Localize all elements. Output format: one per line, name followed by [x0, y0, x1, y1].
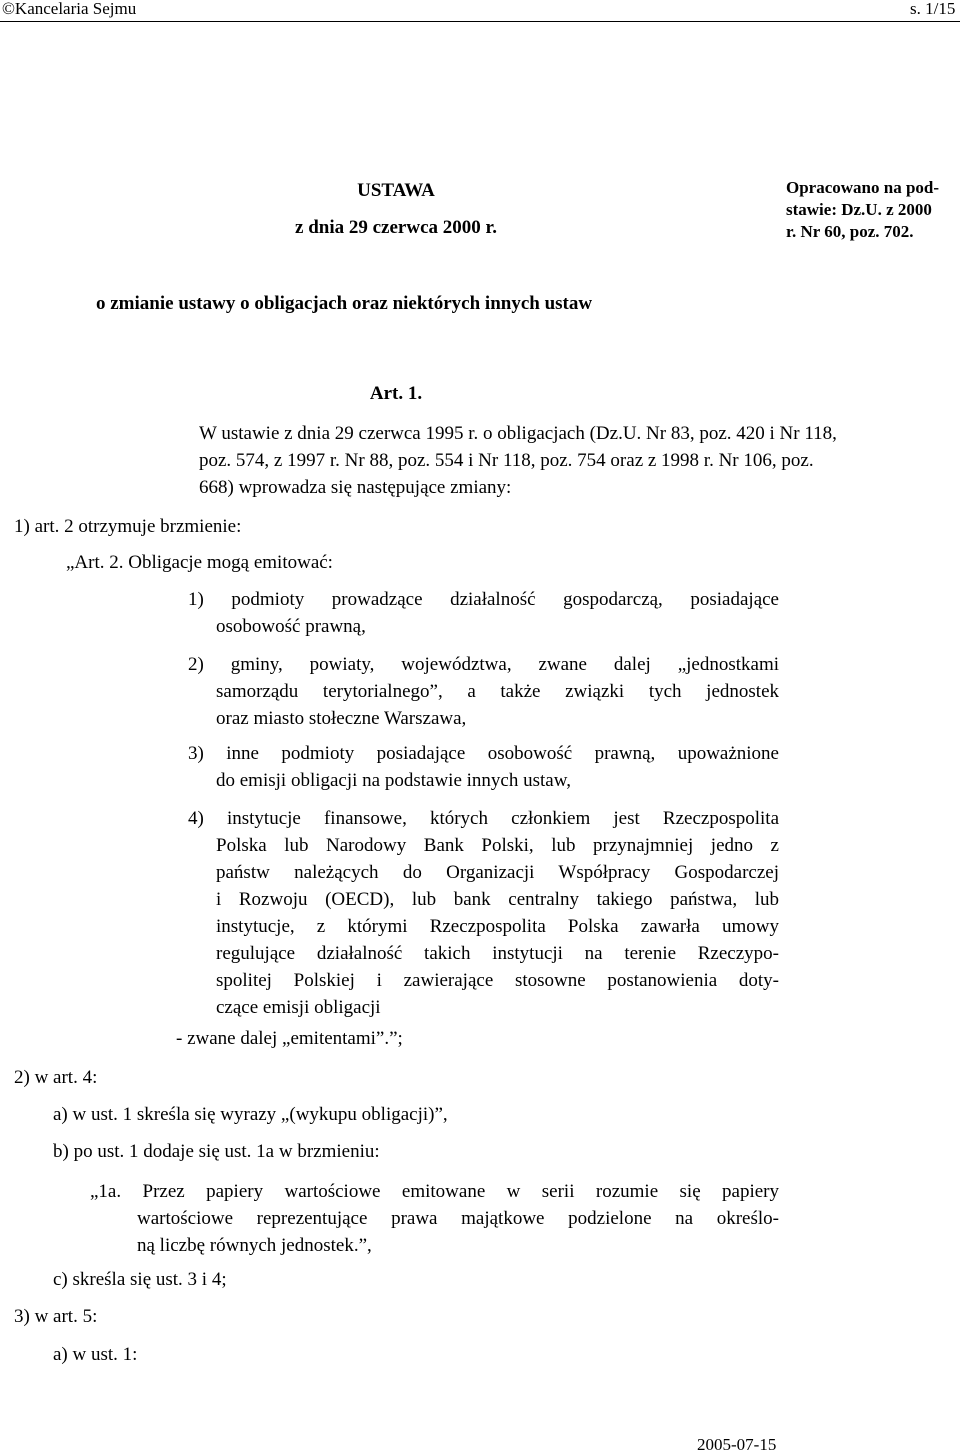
ust-1a — [90, 1178, 779, 1259]
document-subject: o zmianie ustawy o obligacjach oraz niektórych innych ustaw — [96, 293, 593, 314]
source-note-line: Opracowano na pod- — [786, 178, 940, 197]
header-source: ©Kancelaria Sejmu — [2, 0, 137, 18]
emitents-definition: - zwane dalej „emitentami”.”; — [176, 1028, 403, 1049]
list-item-line: osobowość prawną, — [216, 616, 366, 637]
document-type: USTAWA — [357, 180, 435, 201]
ust-1a-line: „1a. Przez papiery wartościowe emitowane w serii rozumie się papiery — [90, 1181, 779, 1202]
list-item-line: państw należących do Organizacji Współpracy Gospodarczej — [216, 862, 779, 883]
document-date: z dnia 29 czerwca 2000 r. — [295, 217, 497, 238]
list-item-line: regulujące działalność takich instytucji na terenie Rzeczypo- — [216, 943, 779, 964]
list-item-line: do emisji obligacji na podstawie innych ustaw, — [216, 770, 571, 791]
point-3a: a) w ust. 1: — [53, 1344, 138, 1365]
list-item — [188, 805, 779, 1021]
list-item-line: 3) inne podmioty posiadające osobowość prawną, upoważnione — [188, 743, 779, 764]
list-item-line: samorządu terytorialnego”, a także związki tych jednostek — [216, 681, 779, 702]
source-note-line: r. Nr 60, poz. 702. — [786, 222, 914, 241]
intro-line: poz. 574, z 1997 r. Nr 88, poz. 554 i Nr 118, poz. 754 oraz z 1998 r. Nr 106, poz. — [199, 450, 814, 471]
point-3: 3) w art. 5: — [14, 1306, 98, 1327]
point-1: 1) art. 2 otrzymuje brzmienie: — [14, 516, 242, 537]
intro-line: 668) wprowadza się następujące zmiany: — [199, 477, 512, 498]
list-item-line: oraz miasto stołeczne Warszawa, — [216, 708, 467, 729]
source-note — [786, 177, 956, 243]
art2-intro: „Art. 2. Obligacje mogą emitować: — [66, 552, 333, 573]
intro-line: W ustawie z dnia 29 czerwca 1995 r. o obligacjach (Dz.U. Nr 83, poz. 420 i Nr 118, — [199, 423, 837, 444]
list-item — [188, 740, 779, 794]
source-note-line: stawie: Dz.U. z 2000 — [786, 200, 932, 219]
ust-1a-line: wartościowe reprezentujące prawa majątkowe podzielone na określo- — [137, 1208, 779, 1229]
article-heading: Art. 1. — [369, 383, 423, 404]
list-item-line: 2) gminy, powiaty, województwa, zwane dalej „jednostkami — [188, 654, 779, 675]
list-item-line: instytucje, z którymi Rzeczpospolita Polska zawarła umowy — [216, 916, 779, 937]
list-item — [188, 651, 779, 732]
list-item-line: czące emisji obligacji — [216, 997, 381, 1018]
list-item-line: 1) podmioty prowadzące działalność gospodarczą, posiadające — [188, 589, 779, 610]
point-2c: c) skreśla się ust. 3 i 4; — [53, 1269, 227, 1290]
point-2: 2) w art. 4: — [14, 1067, 98, 1088]
list-item — [188, 586, 779, 640]
point-2a: a) w ust. 1 skreśla się wyrazy „(wykupu obligacji)”, — [53, 1104, 448, 1125]
article-intro — [199, 420, 837, 501]
point-2b: b) po ust. 1 dodaje się ust. 1a w brzmieniu: — [53, 1141, 380, 1162]
footer-date: 2005-07-15 — [697, 1435, 777, 1454]
header-divider — [0, 21, 960, 22]
list-item-line: 4) instytucje finansowe, których członkiem jest Rzeczpospolita — [188, 808, 779, 829]
page-number: s. 1/15 — [910, 0, 956, 18]
list-item-line: spolitej Polskiej i zawierające stosowne postanowienia doty- — [216, 970, 779, 991]
ust-1a-line: ną liczbę równych jednostek.”, — [137, 1235, 372, 1256]
list-item-line: Polska lub Narodowy Bank Polski, lub przynajmniej jedno z — [216, 835, 779, 856]
list-item-line: i Rozwoju (OECD), lub bank centralny takiego państwa, lub — [216, 889, 779, 910]
